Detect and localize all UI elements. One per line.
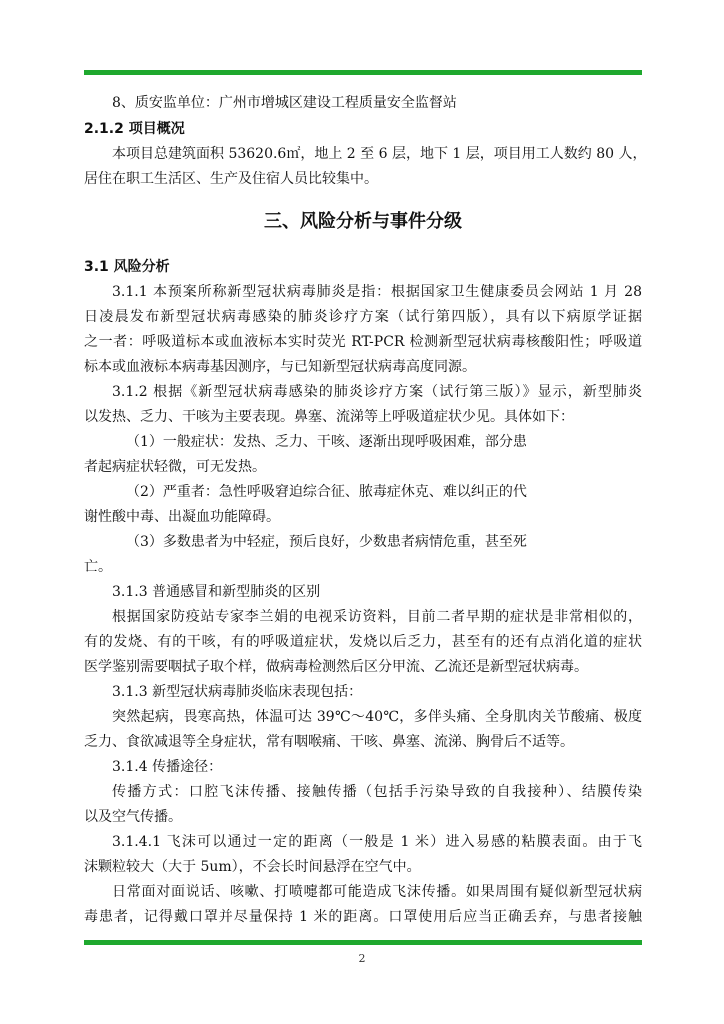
para-supervision-unit: 8、质安监单位：广州市增城区建设工程质量安全监督站: [112, 95, 457, 111]
para-droplet-line: 沫颗粒较大（大于 5um），不会长时间悬浮在空气中。: [84, 859, 421, 875]
para-3-1-1-line: 日凌晨发布新型冠状病毒感染的肺炎诊疗方案（试行第四版），具有以下病原学证据: [84, 309, 642, 325]
para-transmission-line: 传播方式：口腔飞沫传播、接触传播（包括手污染导致的自我接种）、结膜传染: [112, 784, 642, 800]
para-3-1-1-line: 3.1.1 本预案所称新型冠状病毒肺炎是指：根据国家卫生健康委员会网站 1 月 28: [112, 284, 642, 300]
para-3-1-2-line: 3.1.2 根据《新型冠状病毒感染的肺炎诊疗方案（试行第三版）》显示，新型肺炎: [112, 384, 642, 400]
section-title-risk-analysis: 三、风险分析与事件分级: [264, 211, 462, 232]
heading-3-1-4: 3.1.4 传播途径：: [112, 759, 223, 775]
para-difference-line: 有的发烧、有的干咳，有的呼吸道症状，发烧以后乏力，甚至有的还有点消化道的症状: [84, 634, 642, 650]
symptom-item-1: （1）一般症状：发热、乏力、干咳、逐渐出现呼吸困难，部分患: [126, 434, 527, 450]
heading-3-1-3: 3.1.3 普通感冒和新型肺炎的区别: [112, 584, 321, 600]
para-daily-line: 日常面对面说话、咳嗽、打喷嚏都可能造成飞沫传播。如果周围有疑似新型冠状病: [112, 884, 642, 900]
footer-rule: [84, 940, 642, 945]
para-clinical-line: 突然起病，畏寒高热，体温可达 39℃～40℃，多伴头痛、全身肌肉关节酸痛、极度: [112, 709, 642, 725]
symptom-item-1-cont: 者起病症状轻微，可无发热。: [84, 459, 266, 475]
symptom-item-3: （3）多数患者为中轻症，预后良好，少数患者病情危重，甚至死: [126, 534, 527, 550]
para-3-1-2-line: 以发热、乏力、干咳为主要表现。鼻塞、流涕等上呼吸道症状少见。具体如下：: [84, 409, 574, 425]
para-overview-line: 本项目总建筑面积 53620.6㎡，地上 2 至 6 层，地下 1 层，项目用工人数约 80 人，: [112, 146, 647, 162]
heading-clinical: 3.1.3 新型冠状病毒肺炎临床表现包括：: [112, 684, 363, 700]
page-number: 2: [358, 952, 366, 965]
para-difference-line: 医学鉴别需要咽拭子取个样，做病毒检测然后区分甲流、乙流还是新型冠状病毒。: [84, 659, 588, 675]
para-3-1-1-line: 之一者：呼吸道标本或血液标本实时荧光 RT-PCR 检测新型冠状病毒核酸阳性；呼吸道: [84, 334, 642, 350]
para-clinical-line: 乏力、食欲减退等全身症状，常有咽喉痛、干咳、鼻塞、流涕、胸骨后不适等。: [84, 734, 574, 750]
para-difference-line: 根据国家防疫站专家李兰娟的电视采访资料，目前二者早期的症状是非常相似的，: [112, 609, 642, 625]
para-3-1-1-line: 标本或血液标本病毒基因测序，与已知新型冠状病毒高度同源。: [84, 359, 476, 375]
symptom-item-2-cont: 谢性酸中毒、出凝血功能障碍。: [84, 509, 280, 525]
heading-3-1: 3.1 风险分析: [84, 259, 170, 275]
heading-2-1-2: 2.1.2 项目概况: [84, 121, 185, 137]
symptom-item-2: （2）严重者：急性呼吸窘迫综合征、脓毒症休克、难以纠正的代: [126, 484, 527, 500]
para-droplet-line: 3.1.4.1 飞沫可以通过一定的距离（一般是 1 米）进入易感的粘膜表面。由于飞: [112, 834, 642, 850]
para-overview-line: 居住在职工生活区、生产及住宿人员比较集中。: [84, 171, 378, 187]
para-transmission-line: 以及空气传播。: [84, 809, 182, 825]
symptom-item-3-cont: 亡。: [84, 559, 112, 575]
para-daily-line: 毒患者，记得戴口罩并尽量保持 1 米的距离。口罩使用后应当正确丢弃，与患者接触: [84, 909, 642, 925]
header-rule: [84, 70, 642, 75]
